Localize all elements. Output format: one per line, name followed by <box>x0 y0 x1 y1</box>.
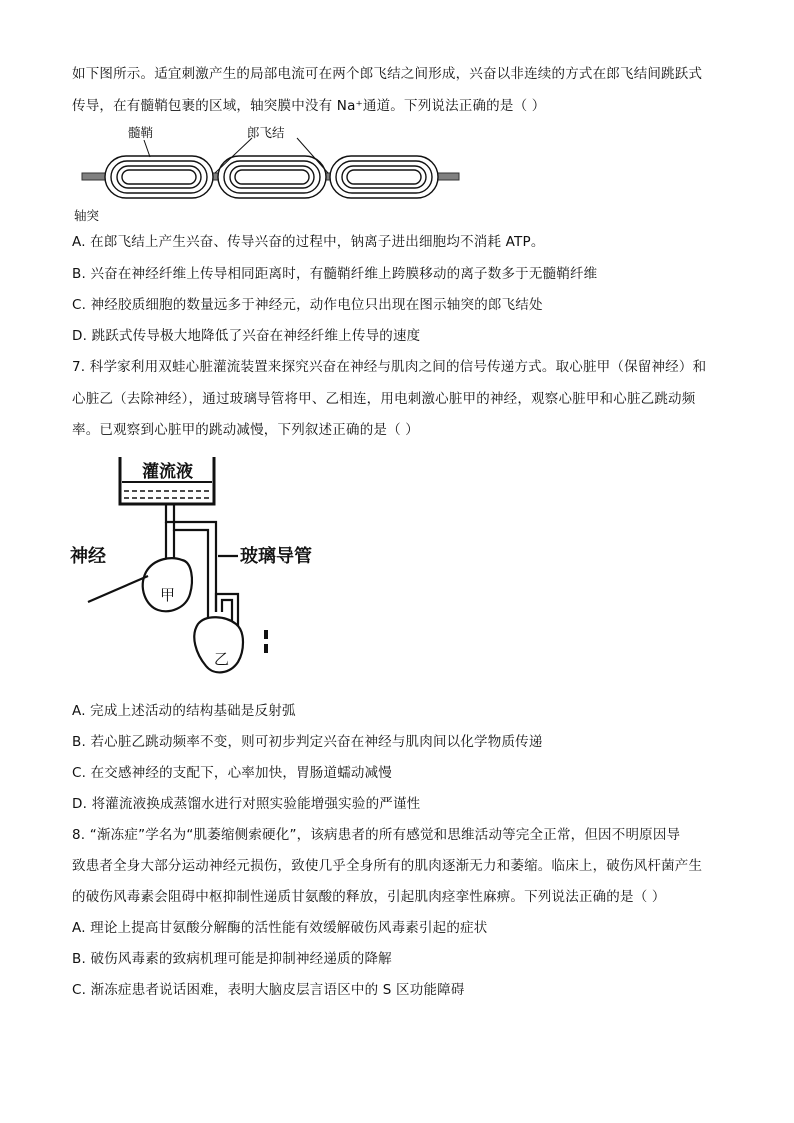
q6-option-c: C. 神经胶质细胞的数量远多于神经元，动作电位只出现在图示轴突的郎飞结处 <box>72 297 543 313</box>
axon-label: 轴突 <box>74 208 100 223</box>
node-of-ranvier-label: 郎飞结 <box>247 125 285 140</box>
heart-a-label: 甲 <box>160 586 176 604</box>
drip-drop <box>264 630 268 639</box>
myelin-segment <box>330 156 438 198</box>
q7-stem-line-1: 7. 科学家利用双蛙心脏灌流装置来探究兴奋在神经与肌肉之间的信号传递方式。取心脏甲（保留神经）和 <box>72 359 707 375</box>
nerve <box>88 576 148 602</box>
q8-stem-line-2: 致患者全身大部分运动神经元损伤，致使几乎全身所有的肌肉逐渐无力和萎缩。临床上，破伤风杆菌产生 <box>72 858 703 874</box>
drip-drop <box>264 644 268 653</box>
myelin-label: 髓鞘 <box>128 125 154 140</box>
glass-tube-label: 玻璃导管 <box>240 546 312 567</box>
myelinated-axon-figure <box>72 120 472 234</box>
myelin-segment <box>105 156 213 198</box>
heart-b-label: 乙 <box>214 650 230 668</box>
q8-stem-line-1: 8. “渐冻症”学名为“肌萎缩侧索硬化”，该病患者的所有感觉和思维活动等完全正常，但因不明原因导 <box>72 827 681 843</box>
q8-option-c: C. 渐冻症患者说话困难，表明大脑皮层言语区中的 S 区功能障碍 <box>72 982 465 998</box>
q6-stem-line-1: 如下图所示。适宜刺激产生的局部电流可在两个郎飞结之间形成，兴奋以非连续的方式在郎飞结间跳跃式 <box>72 66 703 82</box>
perfusate-label: 灌流液 <box>142 462 193 482</box>
q7-option-c: C. 在交感神经的支配下，心率加快，胃肠道蠕动减慢 <box>72 765 393 781</box>
q6-stem-line-2: 传导，在有髓鞘包裹的区域，轴突膜中没有 Na⁺通道。下列说法正确的是（ ） <box>72 98 546 114</box>
nerve-label: 神经 <box>70 546 106 567</box>
q8-option-a: A. 理论上提高甘氨酸分解酶的活性能有效缓解破伤风毒素引起的症状 <box>72 920 488 936</box>
q6-option-b: B. 兴奋在神经纤维上传导相同距离时，有髓鞘纤维上跨膜移动的离子数多于无髓鞘纤维 <box>72 266 598 282</box>
q7-stem-line-3: 率。已观察到心脏甲的跳动减慢，下列叙述正确的是（ ） <box>72 422 419 438</box>
myelin-segment <box>218 156 326 198</box>
q7-stem-line-2: 心脏乙（去除神经），通过玻璃导管将甲、乙相连，用电刺激心脏甲的神经，观察心脏甲和心脏乙跳动频 <box>72 391 696 407</box>
q6-option-a: A. 在郎飞结上产生兴奋、传导兴奋的过程中，钠离子进出细胞均不消耗 ATP。 <box>72 234 545 250</box>
q7-option-d: D. 将灌流液换成蒸馏水进行对照实验能增强实验的严谨性 <box>72 796 421 812</box>
q7-option-a: A. 完成上述活动的结构基础是反射弧 <box>72 703 296 719</box>
q8-stem-line-3: 的破伤风毒素会阻碍中枢抑制性递质甘氨酸的释放，引起肌肉痉挛性麻痹。下列说法正确的是（ ） <box>72 889 666 905</box>
heart-perfusion-figure <box>66 452 356 686</box>
q7-option-b: B. 若心脏乙跳动频率不变，则可初步判定兴奋在神经与肌肉间以化学物质传递 <box>72 734 543 750</box>
q6-option-d: D. 跳跃式传导极大地降低了兴奋在神经纤维上传导的速度 <box>72 328 421 344</box>
q8-option-b: B. 破伤风毒素的致病机理可能是抑制神经递质的降解 <box>72 951 392 967</box>
myelin-leader-line <box>144 140 150 157</box>
